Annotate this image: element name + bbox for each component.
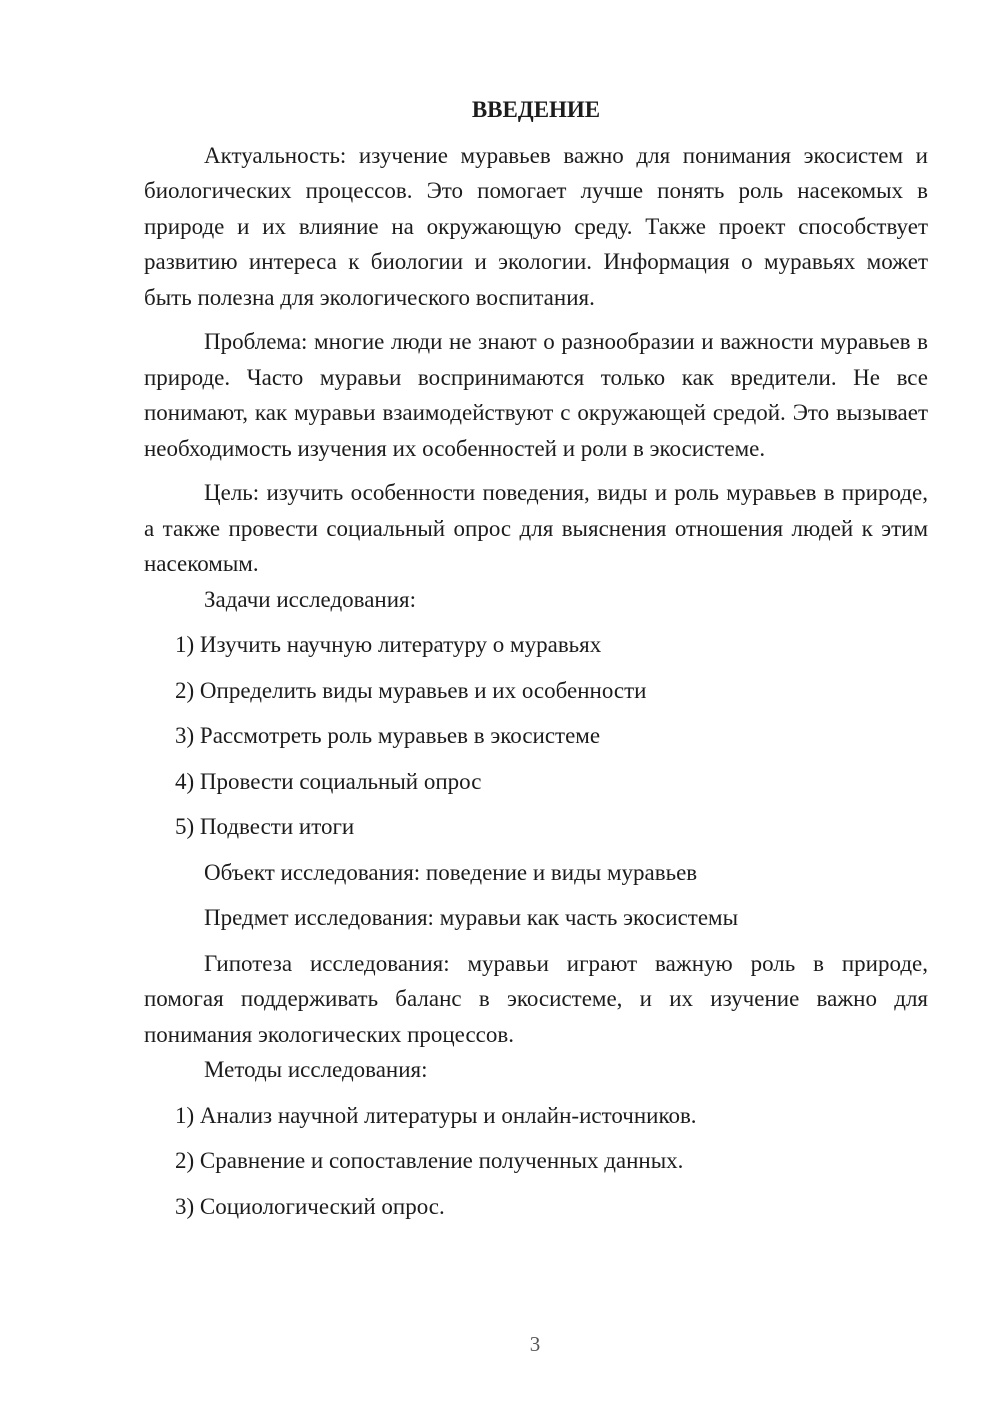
problem-paragraph: Проблема: многие люди не знают о разнообразии и важности муравьев в природе. Часто муравьи воспринимаются только как вредители. Не все понимают, как муравьи взаимодействуют с окружающей средой. Это вызывает необходимость изучения их особенностей и роли в экосистеме.: [144, 329, 928, 461]
methods-heading: Методы исследования:: [204, 1057, 428, 1082]
method-item: 1) Анализ научной литературы и онлайн-источников.: [175, 1102, 697, 1128]
document-body: [144, 92, 928, 1225]
method-item: 3) Социологический опрос.: [175, 1193, 445, 1219]
method-item: 2) Сравнение и сопоставление полученных данных.: [175, 1148, 684, 1173]
hypothesis-paragraph: Гипотеза исследования: муравьи играют важную роль в природе, помогая поддерживать баланс в экосистеме, и их изучение важно для понимания экологических процессов.: [144, 950, 928, 1047]
task-item: 5) Подвести итоги: [175, 814, 355, 839]
subject-line: Предмет исследования: муравьи как часть экосистемы: [204, 905, 739, 930]
relevance-paragraph: Актуальность: изучение муравьев важно для понимания экосистем и биологических процессов. Это помогает лучше понять роль насекомых в природе и их влияние на окружающую среду. Также проект способствует развитию интереса к биологии и экологии. Информация о муравьях может быть полезна для экологического воспитания.: [144, 142, 928, 310]
tasks-heading: Задачи исследования:: [204, 586, 417, 612]
section-title: ВВЕДЕНИЕ: [471, 97, 601, 122]
object-line: Объект исследования: поведение и виды муравьев: [204, 859, 698, 885]
task-item: 4) Провести социальный опрос: [175, 768, 482, 794]
page-number: 3: [529, 1332, 541, 1356]
goal-paragraph: Цель: изучить особенности поведения, виды и роль муравьев в природе, а также провести социальный опрос для выяснения отношения людей к этим насекомым.: [144, 480, 928, 576]
task-item: 1) Изучить научную литературу о муравьях: [175, 632, 602, 657]
task-item: 3) Рассмотреть роль муравьев в экосистеме: [175, 723, 601, 748]
task-item: 2) Определить виды муравьев и их особенности: [175, 677, 647, 703]
